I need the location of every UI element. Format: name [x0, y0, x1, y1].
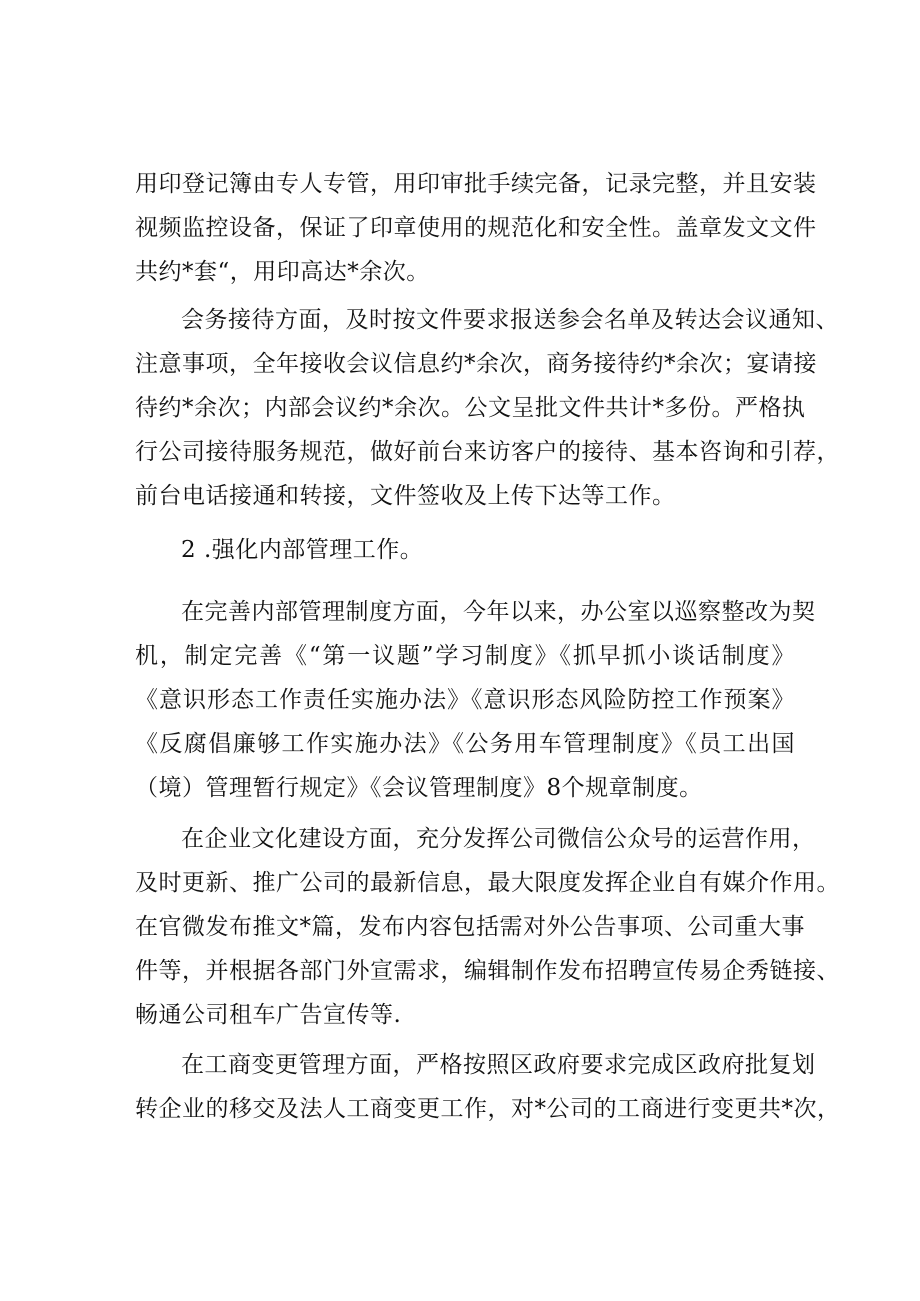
text-line: 在官微发布推文*篇，发布内容包括需对外公告事项、公司重大事 [135, 914, 805, 940]
text-line: 件等，并根据各部门外宣需求，编辑制作发布招聘宣传易企秀链接、 [135, 958, 840, 984]
text-line: 畅通公司租车广告宣传等. [135, 1002, 402, 1028]
text-line: 转企业的移交及法人工商变更工作，对*公司的工商进行变更共*次， [135, 1096, 841, 1122]
text-line: 待约*余次；内部会议约*余次。公文呈批文件共计*多份。严格执 [135, 395, 806, 421]
heading-text: 2 .强化内部管理工作。 [181, 537, 424, 563]
text-line: 共约*套“，用印高达*余次。 [135, 259, 430, 285]
text-line: （境）管理暂行规定》《会议管理制度》8个规章制度。 [135, 775, 703, 801]
text-line: 用印登记簿由专人专管，用印审批手续完备，记录完整，并且安装 [135, 171, 817, 197]
paragraph-internal-system [135, 590, 816, 810]
paragraph-corporate-culture [135, 817, 840, 1037]
paragraph-seal-usage [135, 162, 817, 294]
text-line: 行公司接待服务规范，做好前台来访客户的接待、基本咨询和引荐， [135, 439, 840, 465]
text-line: 前台电话接通和转接，文件签收及上传下达等工作。 [135, 483, 676, 509]
text-line: 机，制定完善《“第一议题”学习制度》《抓早抓小谈话制度》 [135, 643, 795, 669]
text-line: 在完善内部管理制度方面，今年以来，办公室以巡察整改为契 [181, 599, 816, 625]
text-line: 在企业文化建设方面，充分发挥公司微信公众号的运营作用， [181, 826, 816, 852]
text-line: 会务接待方面，及时按文件要求报送参会名单及转达会议通知、 [181, 307, 839, 333]
paragraph-meeting-reception [135, 298, 840, 518]
text-line: 在工商变更管理方面，严格按照区政府要求完成区政府批复划 [181, 1052, 816, 1078]
text-line: 注意事项，全年接收会议信息约*余次，商务接待约*余次；宴请接 [135, 351, 817, 377]
paragraph-business-registration [135, 1043, 841, 1131]
section-heading [135, 528, 795, 572]
text-line: 视频监控设备，保证了印章使用的规范化和安全性。盖章发文文件 [135, 215, 817, 241]
text-line: 及时更新、推广公司的最新信息，最大限度发挥企业自有媒介作用。 [135, 870, 840, 896]
text-line: 《意识形态工作责任实施办法》《意识形态风险防控工作预案》 [135, 687, 795, 713]
text-line: 《反腐倡廉够工作实施办法》《公务用车管理制度》《员工出国 [135, 731, 795, 757]
